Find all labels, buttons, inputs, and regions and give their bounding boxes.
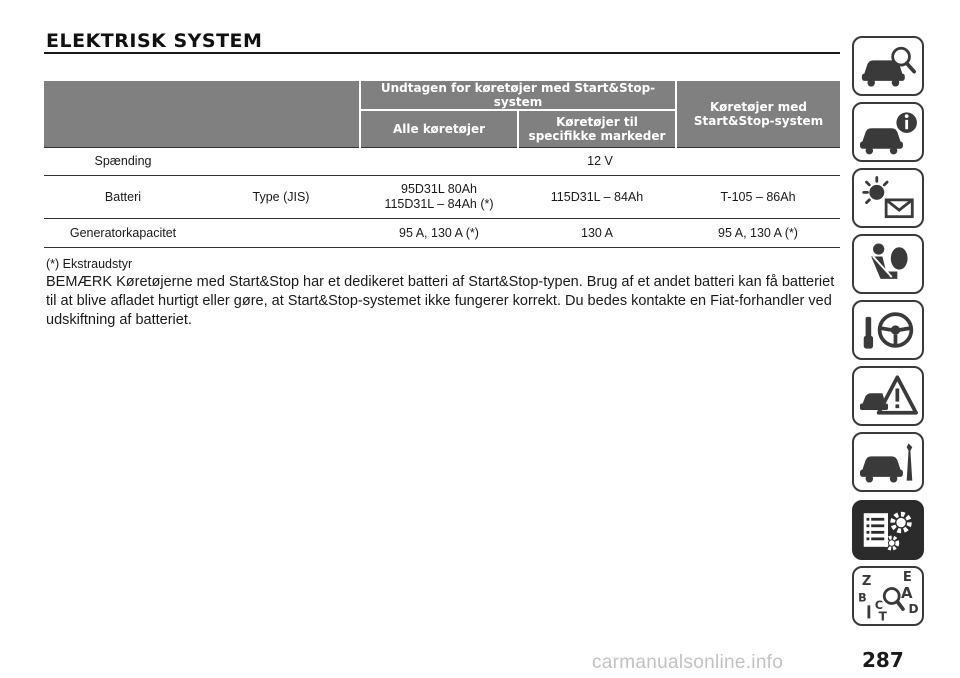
tab-maintenance[interactable] [852, 432, 924, 492]
car-search-icon [854, 38, 922, 94]
title-rule [44, 52, 840, 54]
generator-value-all: 95 A, 130 A (*) [360, 219, 518, 248]
alphabet-index-icon [854, 568, 922, 624]
watermark: carmanualsonline.info [592, 652, 784, 673]
specs-gears-icon [854, 502, 922, 558]
index-letter: T [878, 609, 887, 624]
row-label: Generatorkapacitet [44, 219, 202, 248]
row-sublabel [202, 148, 360, 176]
index-letter: Z [861, 573, 872, 589]
row-sublabel [202, 219, 360, 248]
battery-value-line-2: 115D31L – 84Ah (*) [384, 197, 494, 211]
tab-key-steering[interactable] [852, 300, 924, 360]
generator-value-markets: 130 A [518, 219, 676, 248]
warning-light-message-icon [854, 170, 922, 226]
tab-warning-lights[interactable] [852, 168, 924, 228]
footnote: (*) Ekstraudstyr [46, 257, 133, 271]
table-row [44, 148, 840, 176]
battery-value-all [360, 176, 518, 219]
table-row [44, 219, 840, 248]
tab-seat-airbag[interactable] [852, 234, 924, 294]
index-letter: E [902, 570, 912, 586]
header-col-start-stop: Køretøjer med Start&Stop-system [676, 81, 840, 148]
table-row [44, 176, 840, 219]
page-title: ELEKTRISK SYSTEM [46, 30, 263, 52]
header-group-label: Undtagen for køretøjer med Start&Stop-system [360, 81, 676, 110]
tab-technical-data[interactable] [852, 500, 924, 560]
voltage-value: 12 V [360, 148, 840, 176]
seat-airbag-icon [854, 236, 922, 292]
index-letter: D [908, 601, 919, 616]
page-number: 287 [862, 648, 904, 672]
tab-car-search[interactable] [852, 36, 924, 96]
row-label: Batteri [44, 176, 202, 219]
battery-value-markets: 115D31L – 84Ah [518, 176, 676, 219]
car-crash-warning-icon [854, 368, 922, 424]
tab-car-info[interactable] [852, 102, 924, 162]
battery-value-start-stop: T-105 – 86Ah [676, 176, 840, 219]
battery-value-line-1: 95D31L 80Ah [401, 182, 477, 196]
header-col-all-vehicles: Alle køretøjer [360, 110, 518, 148]
car-wrench-icon [854, 434, 922, 490]
index-letter: A [901, 583, 913, 602]
row-label: Spænding [44, 148, 202, 176]
key-steering-wheel-icon [854, 302, 922, 358]
header-blank-cell [44, 81, 360, 148]
header-col-specific-markets: Køretøjer til specifikke markeder [518, 110, 676, 148]
tab-alphabetical-index[interactable] [852, 566, 924, 626]
tab-emergency[interactable] [852, 366, 924, 426]
spec-table [44, 81, 840, 248]
index-letter: B [858, 591, 867, 605]
row-sublabel: Type (JIS) [202, 176, 360, 219]
note-paragraph: BEMÆRK Køretøjerne med Start&Stop har et dedikeret batteri af Start&Stop-typen. Brug af et andet batteri kan få batteriet til at blive afladet hurtigt eller gøre, at Start&Stop-systemet ikke fungerer korrekt. Du bedes kontakte en Fiat-forhandler ved udskiftning af batteriet. [46, 274, 835, 328]
generator-value-start-stop: 95 A, 130 A (*) [676, 219, 840, 248]
car-info-icon [854, 104, 922, 160]
index-letter: C [874, 599, 884, 613]
